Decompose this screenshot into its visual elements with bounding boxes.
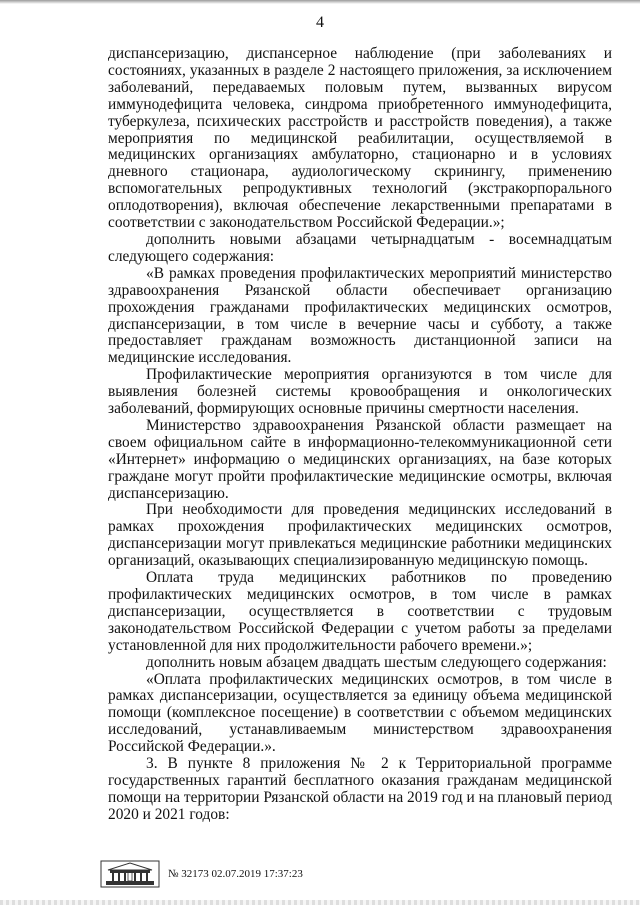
paragraph-8: дополнить новым абзацем двадцать шестым следующего содержания: [146,653,607,671]
registration-footer [100,859,303,889]
paragraph-5: Министерство здравоохранения Рязанской области размещает на своем официальном сайте в информационно-телекоммуникационной сети «Интернет» информацию о медицинских организациях, на базе которых граждане могут пройти профилактические медицинские осмотры, включая диспансеризацию. [108,416,612,502]
registration-number: № 32173 02.07.2019 17:37:23 [168,868,303,880]
paragraph-3: «В рамках проведения профилактических мероприятий министерство здравоохранения Рязанской области обеспечивает организацию прохождения гражданами профилактических медицинских осмотров, диспансеризации, в том числе в вечерние часы и субботу, а также предоставляет гражданам возможность дистанционной записи на медицинские исследования. [108,264,612,367]
paragraph-6: При необходимости для проведения медицинских исследований в рамках прохождения профилактических медицинских осмотров, диспансеризации могут привлекаться медицинские работники медицинских организаций, оказывающих специализированную медицинскую помощь. [108,501,612,570]
paragraph-10: 3. В пункте 8 приложения № 2 к Территориальной программе государственных гарантий бесплатного оказания гражданам медицинской помощи на территории Рязанской области на 2019 год и на плановый период 2020 и 2021 годов: [108,755,612,823]
paragraph-4: Профилактические мероприятия организуются в том числе для выявления болезней системы кровообращения и онкологических заболеваний, формирующих основные причины смертности населения. [108,366,612,418]
paragraph-1: диспансеризацию, диспансерное наблюдение (при заболеваниях и состояниях, указанных в разделе 2 настоящего приложения, за исключением заболеваний, передаваемых половым путем, вызванных вирусом иммунодефицита человека, синдрома приобретенного иммунодефицита, туберкулеза, психических расстройств и расстройств поведения), а также мероприятия по медицинской реабилитации, осуществляемой в медицинских организациях амбулаторно, стационарно и в условиях дневного стационара, аудиологическому скринингу, применению вспомогательных репродуктивных технологий (экстракорпорального оплодотворения), включая обеспечение лекарственными препаратами в соответствии с законодательством Российской Федерации.»; [108,45,612,232]
government-building-stamp-icon [100,860,160,888]
paragraph-2: дополнить новыми абзацами четырнадцатым - восемнадцатым следующего содержания: [108,230,612,265]
paragraph-7: Оплата труда медицинских работников по проведению профилактических медицинских осмотров, в том числе в рамках диспансеризации, осуществляется в соответствии с трудовым законодательством Российской Федерации с учетом работы за пределами установленной для них продолжительности рабочего времени.»; [108,569,612,654]
page-number: 4 [316,14,324,31]
scan-edge-bottom [0,900,640,905]
paragraph-9: «Оплата профилактических медицинских осмотров, в том числе в рамках диспансеризации, осуществляется за единицу объема медицинской помощи (комплексное посещение) в соответствии с объемом медицинских исследований, устанавливаемым министерством здравоохранения Российской Федерации.». [108,670,612,756]
scan-edge-top [0,0,640,4]
document-body [108,46,612,824]
